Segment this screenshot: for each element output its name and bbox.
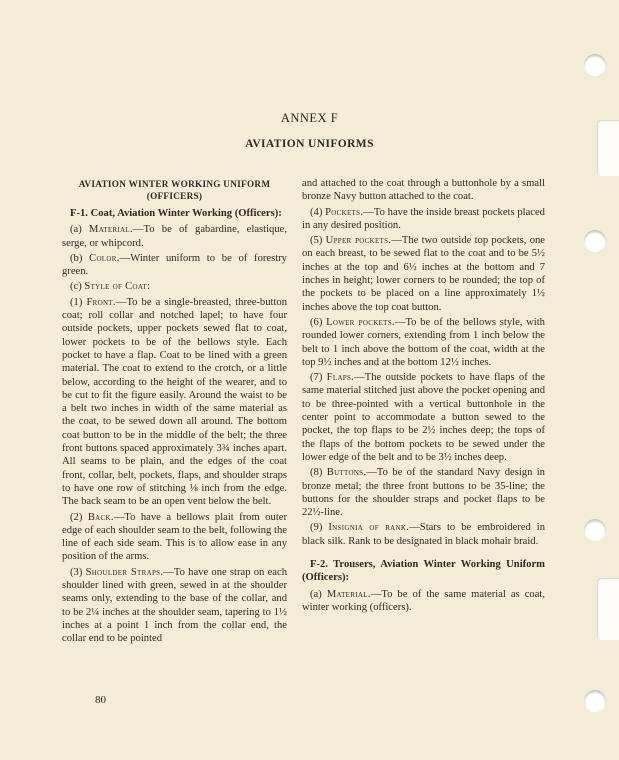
annex-label: ANNEX F xyxy=(280,111,339,125)
left-column xyxy=(62,178,287,648)
paragraph-shoulder-straps-continued: and attached to the coat through a buttonhole by a small bronze Navy button attached to the coat. xyxy=(302,178,545,203)
paragraph-lower-pockets: (6) Lower pockets.—To be of the bellows style, with rounded lower corners, extending from 1 inch below the belt to 1 inch above the bottom of the coat, width at the top 9½ inches and at the bottom 12½ inches. xyxy=(302,316,545,368)
paragraph-insignia-of-rank: (9) Insignia of rank.—Stars to be embroidered in black silk. Rank to be designated in black mohair braid. xyxy=(302,522,545,547)
paragraph-color: (b) Color.—Winter uniform to be of forestry green. xyxy=(62,252,287,278)
paragraph-style-of-coat: (c) Style of Coat: xyxy=(70,281,151,293)
section-heading-line: AVIATION WINTER WORKING UNIFORM xyxy=(78,179,271,189)
paragraph-flaps: (7) Flaps.—The outside pockets to have flaps of the same material stitched just above the pocket opening and to be three-pointed with a vertical buttonhole in the center point to accommodate a button sewed to the pocket, the top flaps to be 2½ inches deep; the tops of the flaps of the bottom pockets to be sewed under the lower edge of the belt and to be 3½ inches deep. xyxy=(302,372,545,463)
f1-heading: F-1. Coat, Aviation Winter Working (Officers): xyxy=(70,208,282,219)
paragraph-material: (a) Material.—To be of gabardine, elastique, serge, or whipcord. xyxy=(62,224,287,249)
section-heading xyxy=(62,178,287,202)
punch-hole xyxy=(584,230,606,252)
paragraph-buttons: (8) Buttons.—To be of the standard Navy design in bronze metal; the three front buttons to be 35-line; the buttons for the shoulder straps and pocket flaps to be 22½-line. xyxy=(302,467,545,519)
page-title: AVIATION UNIFORMS xyxy=(245,138,374,150)
f2-heading: F-2. Trousers, Aviation Winter Working Uniform (Officers): xyxy=(302,559,545,584)
section-heading-line: (OFFICERS) xyxy=(146,191,203,201)
right-column xyxy=(302,177,545,616)
paragraph-trousers-material: (a) Material.—To be of the same material as coat, winter working (officers). xyxy=(302,588,546,613)
paragraph-front: (1) Front.—To be a single-breasted, three-button coat; roll collar and notched lapel; to have four outside pockets, upper pockets sewed flat to coat, lower pockets to be of the bellows style. Each pocket to have a flap. Coat to be lined with a green material. The coat to extend to the crotch, or a little below, according to the height of the wearer, and to be cut to fit the figure easily. Around the waist to be a belt two inches in width of the same material as the coat, to be sewed down all around. The bottom coat button to be in the middle of the belt; the three front buttons spaced approximately 3¾ inches apart. All seams to be plain, and the edges of the coat front, collar, belt, pockets, flaps, and shoulder straps to have one row of stitching ⅛ inch from the edge. The back seam to be an open vent below the belt. xyxy=(62,296,287,508)
paragraph-shoulder-straps: (3) Shoulder Straps.—To have one strap on each shoulder lined with green, sewed in at the shoulder seams only, extending to the base of the collar, and to be 2¼ inches at the shoulder seam, tapering to 1½ inches at a point 1 inch from the collar end, the collar end to be pointed xyxy=(62,566,287,645)
page-number: 80 xyxy=(95,694,106,706)
paragraph-pockets: (4) Pockets.—To have the inside breast pockets placed in any desired position. xyxy=(302,206,545,231)
paragraph-back: (2) Back.—To have a bellows plait from outer edge of each shoulder seam to the belt, following the line of each side seam. This is to allow ease in any position of the arms. xyxy=(62,511,287,563)
punch-hole xyxy=(584,690,606,712)
page-tab-notch xyxy=(597,578,619,640)
punch-hole xyxy=(584,519,606,541)
punch-hole xyxy=(584,54,606,76)
paragraph-upper-pockets: (5) Upper pockets.—The two outside top pockets, one on each breast, to be sewed flat to the coat and to be 5½ inches at the top and 6½ inches at the bottom and 7 inches in height; lower corners to be rounded; the top of the pockets to be placed on a line approximately 1½ inches above the top coat button. xyxy=(302,235,545,313)
